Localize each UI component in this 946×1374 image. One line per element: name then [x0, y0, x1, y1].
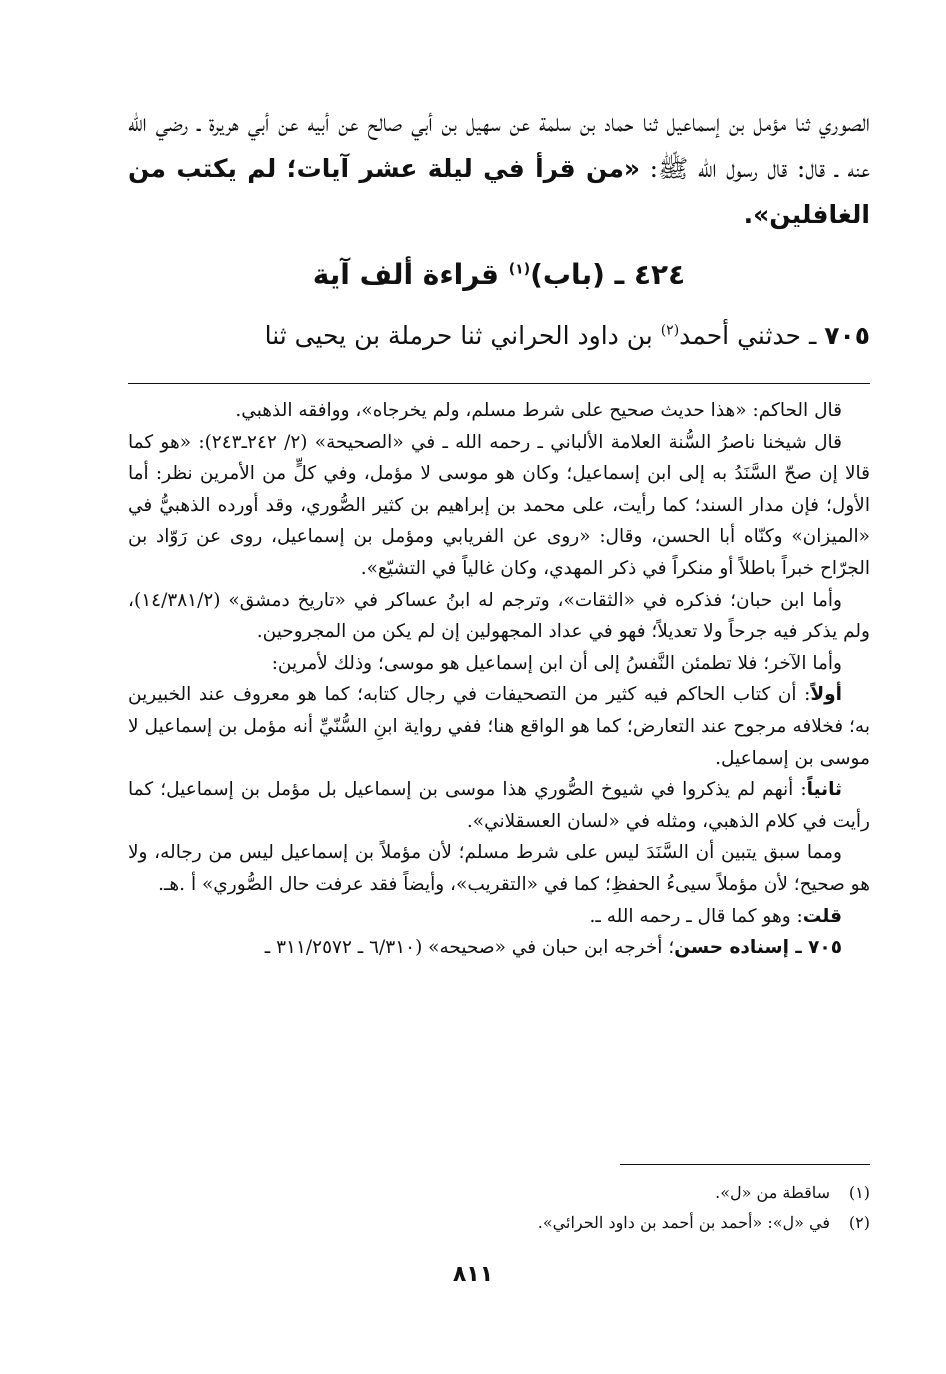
note-number: ٧٠٥ — [808, 937, 842, 959]
commentary — [128, 395, 870, 964]
footnote-number: (٢) — [848, 1213, 870, 1232]
footnote — [128, 1178, 870, 1208]
note-paragraph — [128, 901, 870, 933]
note-label: قلت — [802, 905, 842, 927]
chapter-heading — [128, 255, 870, 295]
note-text: ؛ أخرجه ابن حبان في «صحيحه» (٦/٣١٠ ـ ٣١١/٢٥٧٢ ـ — [264, 937, 675, 959]
hadith-705 — [128, 313, 870, 359]
chapter-title: قراءة ألف آية — [312, 258, 509, 291]
note-text: : وهو كما قال ـ رحمه الله ـ. — [589, 905, 803, 927]
chapter-footnote-ref: (١) — [508, 261, 531, 278]
note-text: : أنهم لم يذكروا في شيوخ الصُّوري هذا موسى بن إسماعيل بل مؤمل بن إسماعيل؛ كما رأيت في كلام الذهبي، ومثله في «لسان العسقلاني». — [128, 779, 870, 832]
footnote-number: (١) — [848, 1183, 870, 1202]
page-number: ٨١١ — [452, 1262, 494, 1287]
hadith-text-b: بن داود الحراني ثنا حرملة بن يحيى ثنا — [264, 321, 661, 350]
hadith-footnote-ref: (٢) — [660, 322, 680, 339]
footnote-divider — [620, 1164, 870, 1165]
hadith-number: ٧٠٥ — [824, 321, 870, 350]
footnotes — [128, 1178, 870, 1238]
note-paragraph: قال الحاكم: «هذا حديث صحيح على شرط مسلم، ولم يخرجاه»، ووافقه الذهبي. — [235, 400, 842, 421]
note-label: ـ إسناده حسن — [674, 937, 809, 959]
footnote-text: ساقطة من «ل». — [715, 1183, 830, 1202]
note-paragraph: وأما الآخر؛ فلا تطمئن النَّفسُ إلى أن ابن إسماعيل هو موسى؛ وذلك لأمرين: — [271, 652, 842, 674]
note-paragraph — [128, 679, 870, 774]
notes-divider — [128, 383, 870, 384]
note-paragraph: قال شيخنا ناصرُ السُّنة العلامة الألباني ـ رحمه الله ـ في «الصحيحة» (٢/ ٢٤٢ـ٢٤٣): «هو كما قالا إن صحّ السَّنَدُ به إلى ابن إسماعيل؛ وكان هو موسى لا مؤمل، وفي كلٍّ من الأمرين نظر: أما الأول؛ فإن مدار السند؛ كما رأيت، على محمد بن إبراهيم بن كثير الصُّوري، وقد أورده الذهبيُّ في «الميزان» وكنّاه أبا الحسن، وقال: «روى عن الفريابي ومؤمل بن إسماعيل، روى عن رَوّاد بن الجرّاح خبراً باطلاً أو منكراً في ذكر المهدي، وكان غالياً في التشيّع». — [128, 431, 870, 579]
note-label: أولاً — [810, 684, 842, 706]
footnote-text: في «ل»: «أحمد بن أحمد بن داود الحرائي». — [537, 1213, 830, 1232]
note-paragraph — [128, 932, 870, 964]
note-paragraph: ومما سبق يتبين أن السَّنَدَ ليس على شرط مسلم؛ لأن مؤملاً بن إسماعيل ليس من رجاله، ولا هو صحيح؛ لأن مؤملاً سيىءُ الحفظِ؛ كما في «التقريب»، وأيضاً فقد عرفت حال الصُّوري» أ .هـ. — [128, 842, 870, 895]
note-paragraph: وأما ابن حبان؛ فذكره في «الثقات»، وترجم له ابنُ عساكر في «تاريخ دمشق» (١٤/٣٨١/٢)، ولم يذكر فيه جرحاً ولا تعديلاً؛ فهو في عداد المجهولين إن لم يكن من المجروحين. — [128, 589, 870, 643]
main-text — [128, 100, 870, 238]
note-label: ثانياً — [806, 779, 842, 801]
chapter-number: ٤٢٤ ـ (باب) — [530, 258, 686, 291]
main-text-normal: الصوري ثنا مؤمل بن إسماعيل ثنا حماد بن سلمة عن سهيل بن أبي صالح عن أبيه عن أبي هريرة ـ رضي الله عنه ـ قال: قال رسول الله ﷺ: — [128, 108, 870, 183]
note-paragraph — [128, 774, 870, 837]
hadith-text-a: ـ حدثني أحمد — [679, 321, 825, 350]
footnote — [128, 1208, 870, 1238]
note-text: : أن كتاب الحاكم فيه كثير من التصحيفات في رجال كتابه؛ كما هو معروف عند الخبيرين به؛ فخلافه مرجوح عند التعارض؛ كما هو الواقع هنا؛ ففي رواية ابنِ السُّنّيِّ أنه مؤمل بن إسماعيل لا موسى بن إسماعيل. — [128, 684, 870, 769]
hadith-quote: «من قرأ في ليلة عشر آيات؛ لم يكتب من الغافلين». — [128, 154, 870, 229]
